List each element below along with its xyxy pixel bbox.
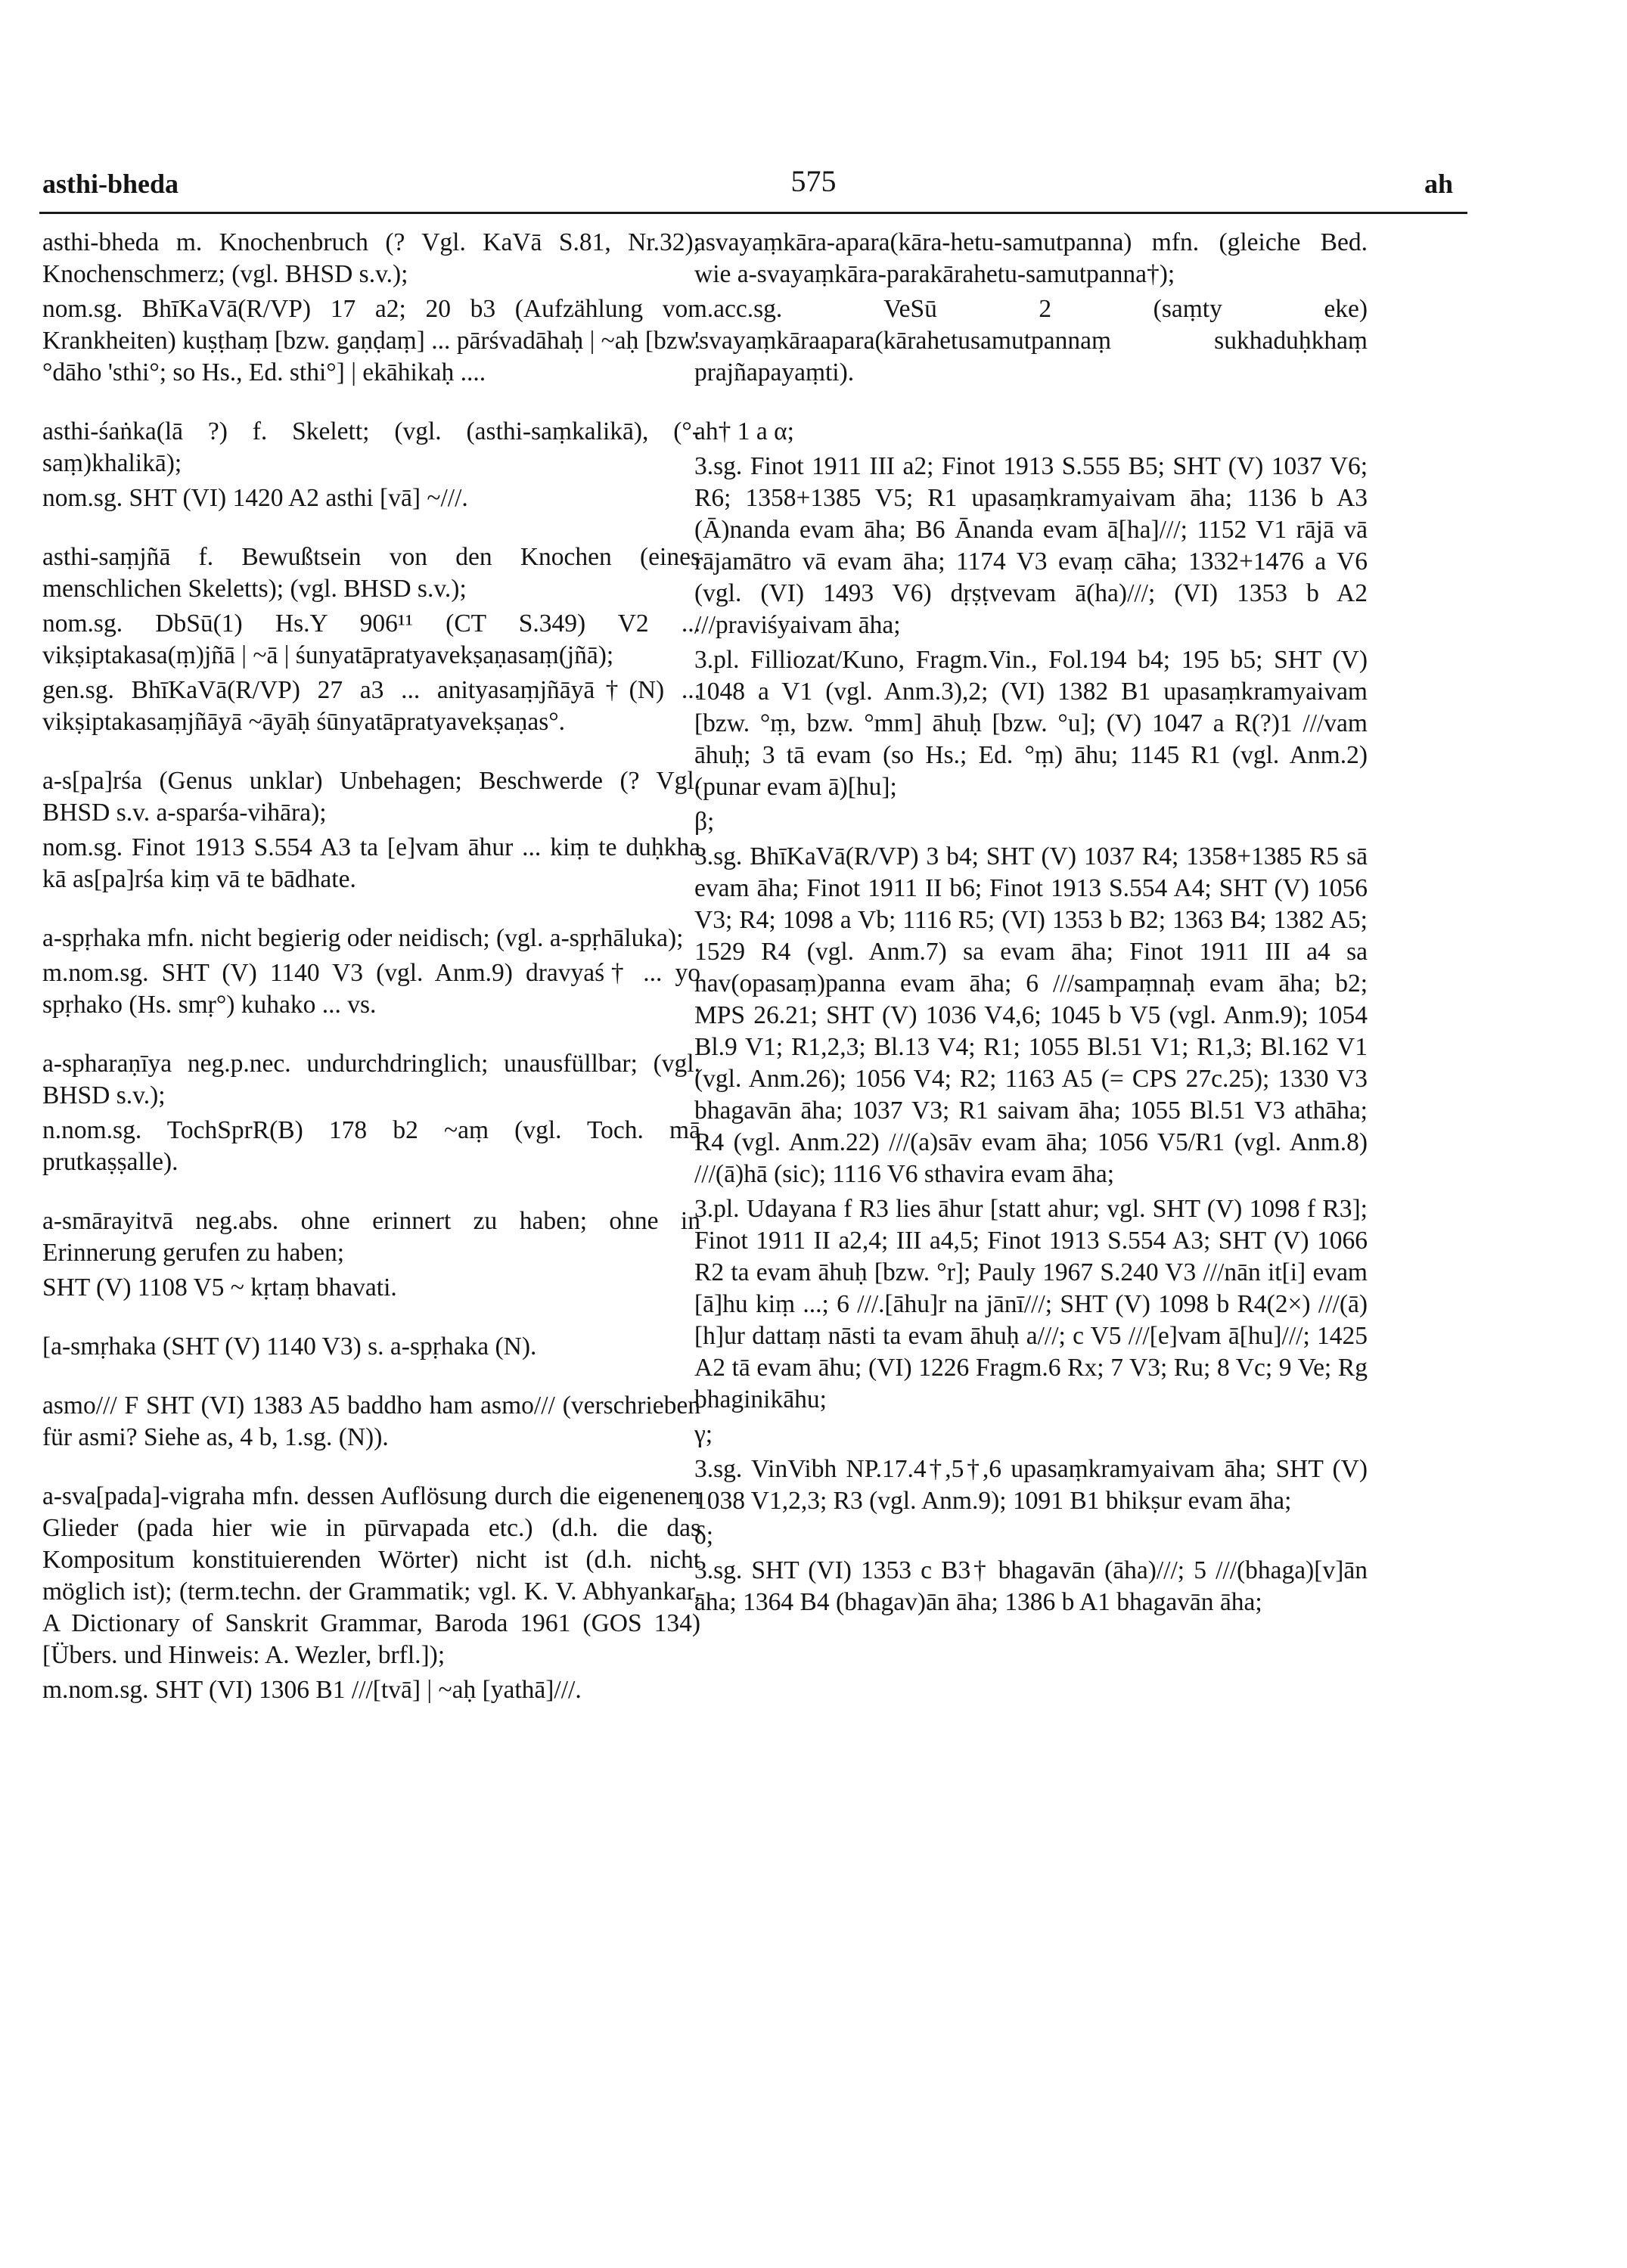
entry-citation-line: n.nom.sg. TochSprR(B) 178 b2 ~aṃ (vgl. Toch. mā prutkaṣṣalle). (42, 1116, 700, 1176)
entry-headword-line: asthi-saṃjñā f. Bewußtsein von den Knochen (eines menschlichen Skeletts); (vgl. BHSD s.v.); (42, 543, 700, 603)
entry-citation-line: gen.sg. BhīKaVā(R/VP) 27 a3 ... anityasaṃjñāyā†(N) ... vikṣiptakasaṃjñāyā ~āyāḥ śūnyatāpratyavekṣaṇas°. (42, 676, 700, 736)
entry-citation-line: nom.sg. BhīKaVā(R/VP) 17 a2; 20 b3 (Aufzählung von Krankheiten) kuṣṭhaṃ [bzw. gaṇḍaṃ] ... pārśvadāhaḥ | ~aḥ [bzw. °dāho 'sthi°; so Hs., Ed. sthi°] | ekāhikaḥ .... (42, 295, 700, 386)
running-head-right: ah (1424, 169, 1453, 199)
right-column (694, 227, 1368, 1646)
entry-citation-line: 3.sg. Finot 1911 III a2; Finot 1913 S.555 B5; SHT (V) 1037 V6; R6; 1358+1385 V5; R1 upasaṃkramyaivam āha; 1136 b A3 (Ā)nanda evam āha; B6 Ānanda evam ā[ha]///; 1152 V1 rājā vā rājamātro vā evam āha; 1174 V3 evaṃ cāha; 1332+1476 a V6 (vgl. (VI) 1493 V6) dṛṣṭvevam ā(ha)///; (VI) 1353 b A2 ///praviśyaivam āha; (694, 452, 1368, 639)
entry-citation-line: 3.sg. VinVibh NP.17.4†,5†,6 upasaṃkramyaivam āha; SHT (V) 1038 V1,2,3; R3 (vgl. Anm.9); 1091 B1 bhikṣur evam āha; (694, 1455, 1368, 1515)
entry-headword-line: asmo/// F SHT (VI) 1383 A5 baddho ham asmo/// (verschrieben für asmi? Siehe as, 4 b, 1.sg. (N)). (42, 1392, 700, 1451)
entry-citation-line: 3.pl. Udayana f R3 lies āhur [statt ahur; vgl. SHT (V) 1098 f R3]; Finot 1911 II a2,4; III a4,5; Finot 1913 S.554 A3; SHT (V) 1066 R2 ta evam āhuḥ [bzw. °r]; Pauly 1967 S.240 V3 ///nān it[i] evam [ā]hu kiṃ ...; 6 ///.[āhu]r na jānī///; SHT (V) 1098 b R4(2×) ///(ā)[h]ur dattaṃ nāsti ta evam āhuḥ a///; c V5 ///[e]vam ā[hu]///; 1425 A2 tā evam āhu; (VI) 1226 Fragm.6 Rx; 7 V3; Ru; 8 Vc; 9 Ve; Rg bhaginikāhu; (694, 1195, 1368, 1413)
dictionary-entry (42, 1390, 700, 1454)
entry-citation-line: δ; (694, 1522, 714, 1550)
dictionary-entry (42, 1205, 700, 1304)
entry-headword-line: asvayaṃkāra-apara(kāra-hetu-samutpanna) mfn. (gleiche Bed. wie a-svayaṃkāra-parakārahetu-samutpanna†); (694, 228, 1368, 288)
page-number: 575 (790, 164, 837, 198)
dictionary-entry (42, 765, 700, 895)
dictionary-entry (42, 541, 700, 738)
entry-headword-line: [a-smṛhaka (SHT (V) 1140 V3) s. a-spṛhaka (N). (42, 1333, 537, 1360)
entry-citation-line: β; (694, 808, 715, 836)
entry-headword-line: a-smārayitvā neg.abs. ohne erinnert zu haben; ohne in Erinnerung gerufen zu haben; (42, 1207, 700, 1267)
entry-headword-line: a-s[pa]rśa (Genus unklar) Unbehagen; Beschwerde (? Vgl. BHSD s.v. a-sparśa-vihāra); (42, 767, 700, 827)
entry-headword-line: a-spṛhaka mfn. nicht begierig oder neidisch; (vgl. a-spṛhāluka); (42, 924, 684, 952)
entry-headword-line: a-sva[pada]-vigraha mfn. dessen Auflösung durch die eigenenen Glieder (pada hier wie in pūrvapada etc.) (d.h. die das Kompositum konstituierenden Wörter) nicht ist (d.h. nicht möglich ist); (term.techn. der Grammatik; vgl. K. V. Abhyankar, A Dictionary of Sanskrit Grammar, Baroda 1961 (GOS 134) [Übers. und Hinweis: A. Wezler, brfl.]); (42, 1482, 700, 1669)
left-column (42, 227, 700, 1733)
entry-headword-line: asthi-bheda m. Knochenbruch (? Vgl. KaVā S.81, Nr.32); Knochenschmerz; (vgl. BHSD s.v.); (42, 228, 700, 288)
dictionary-entry (42, 1048, 700, 1178)
entry-citation-line: nom.sg. DbSū(1) Hs.Y 906¹¹ (CT S.349) V2 ... vikṣiptakasa(ṃ)jñā | ~ā | śunyatāpratyavekṣaṇasaṃ(jñā); (42, 610, 700, 669)
entry-citation-line: nom.sg. Finot 1913 S.554 A3 ta [e]vam āhur ... kiṃ te duḥkha kā as[pa]rśa kiṃ vā te bādhate. (42, 833, 700, 893)
header-rule (39, 212, 1467, 214)
dictionary-entry (42, 416, 700, 514)
entry-citation-line: 3.sg. BhīKaVā(R/VP) 3 b4; SHT (V) 1037 R4; 1358+1385 R5 sā evam āha; Finot 1911 II b6; Finot 1913 S.554 A4; SHT (V) 1056 V3; R4; 1098 a Vb; 1116 R5; (VI) 1353 b B2; 1363 B4; 1382 A5; 1529 R4 (vgl. Anm.7) sa evam āha; Finot 1911 III a4 sa nav(opasaṃ)panna evam āha; 6 ///sampaṃnaḥ evam āha; b2; MPS 26.21; SHT (V) 1036 V4,6; 1045 b V5 (vgl. Anm.9); 1054 Bl.9 V1; R1,2,3; Bl.13 V4; R1; 1055 Bl.51 V1; R1,3; Bl.162 V1 (vgl. Anm.26); 1056 V4; R2; 1163 A5 (= CPS 27c.25); 1330 V3 bhagavān āha; 1037 V3; R1 saivam āha; 1055 Bl.51 V3 athāha; R4 (vgl. Anm.22) ///(a)sāv evam āha; 1056 V5/R1 (vgl. Anm.8) ///(ā)hā (sic); 1116 V6 sthavira evam āha; (694, 842, 1368, 1188)
dictionary-entry (694, 416, 1368, 1618)
entry-citation-line: n.acc.sg. VeSū 2 (saṃty eke) 'svayaṃkāraapara(kārahetusamutpannaṃ sukhaduḥkhaṃ prajñapayaṃti). (694, 295, 1368, 386)
entry-citation-line: 3.pl. Filliozat/Kuno, Fragm.Vin., Fol.194 b4; 195 b5; SHT (V) 1048 a V1 (vgl. Anm.3),2; (VI) 1382 B1 upasaṃkramyaivam [bzw. °ṃ, bzw. °mm] āhuḥ [bzw. °u]; (V) 1047 a R(?)1 ///vam āhuḥ; 3 tā evam (so Hs.; Ed. °ṃ) āhu; 1145 R1 (vgl. Anm.2) (punar evam ā)[hu]; (694, 646, 1368, 801)
entry-citation-line: γ; (694, 1420, 713, 1448)
entry-citation-line: SHT (V) 1108 V5 ~ kṛtaṃ bhavati. (42, 1274, 397, 1302)
entry-headword-line: a-spharaṇīya neg.p.nec. undurchdringlich; unausfüllbar; (vgl. BHSD s.v.); (42, 1050, 700, 1109)
entry-citation-line: m.nom.sg. SHT (V) 1140 V3 (vgl. Anm.9) dravyaś† ... yo spṛhako (Hs. smṛ°) kuhako ... vs. (42, 959, 700, 1019)
dictionary-entry (42, 227, 700, 389)
entry-headword-line: ah† 1 a α; (694, 417, 794, 445)
running-head-left: asthi-bheda (42, 169, 179, 199)
dictionary-entry (42, 1481, 700, 1706)
entry-headword-line: asthi-śaṅka(lā ?) f. Skelett; (vgl. (asthi-saṃkalikā), (°-saṃ)khalikā); (42, 417, 700, 477)
entry-citation-line: m.nom.sg. SHT (VI) 1306 B1 ///[tvā] | ~aḥ [yathā]///. (42, 1676, 582, 1704)
entry-citation-line: nom.sg. SHT (VI) 1420 A2 asthi [vā] ~///. (42, 484, 468, 512)
dictionary-entry (42, 923, 700, 1021)
dictionary-entry (42, 1331, 700, 1363)
dictionary-entry (694, 227, 1368, 389)
entry-citation-line: 3.sg. SHT (VI) 1353 c B3† bhagavān (āha)///; 5 ///(bhaga)[v]ān āha; 1364 B4 (bhagav)ān āha; 1386 b A1 bhagavān āha; (694, 1556, 1368, 1616)
